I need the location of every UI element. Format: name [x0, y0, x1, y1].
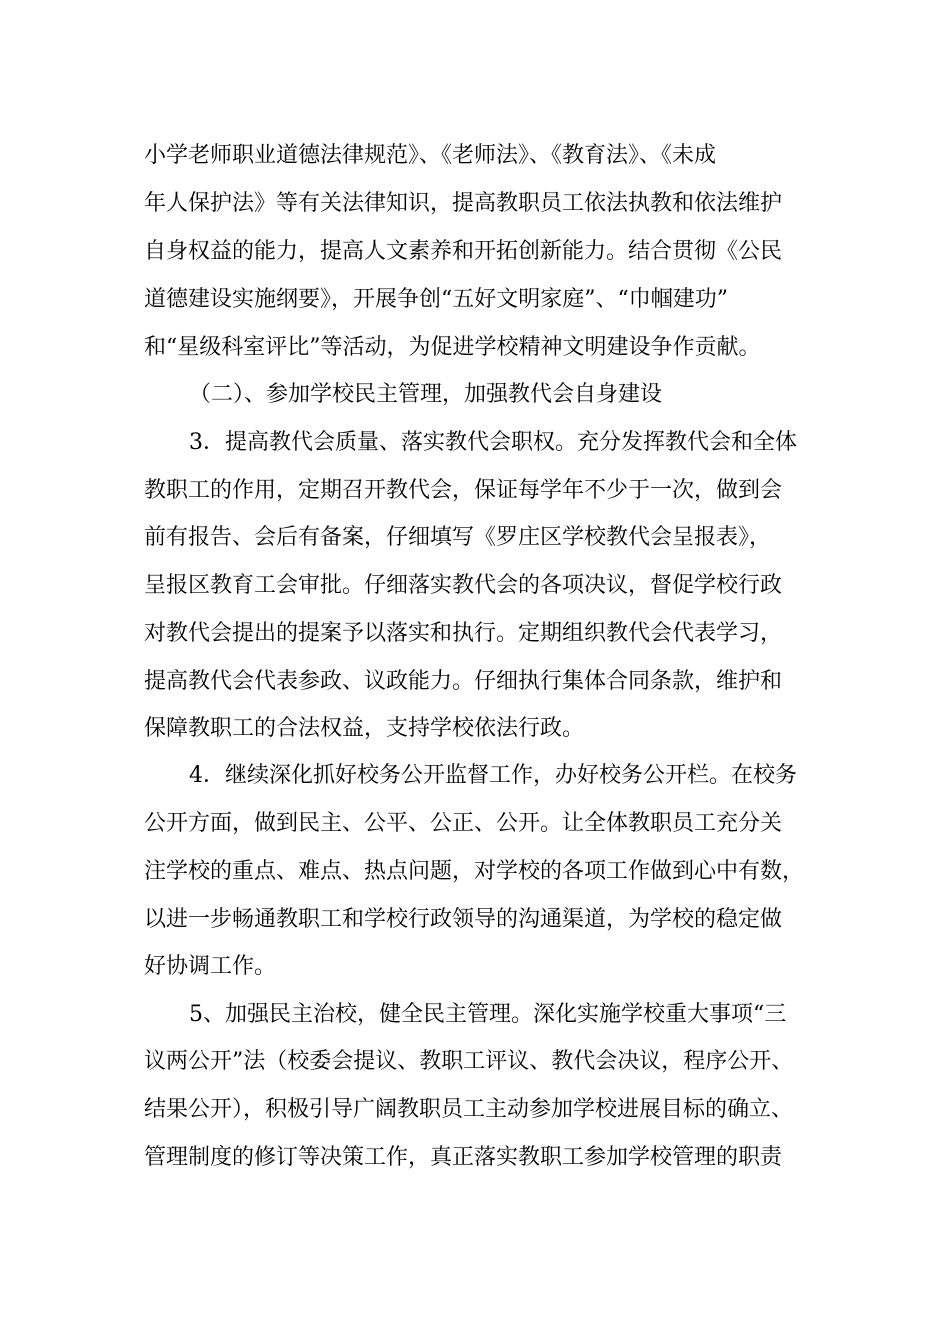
text-line: 3．提高教代会质量、落实教代会职权。充分发挥教代会和全体: [189, 430, 797, 455]
text-line: 管理制度的修订等决策工作，真正落实教职工参加学校管理的职责: [144, 1145, 783, 1170]
text-line: 前有报告、会后有备案，仔细填写《罗庄区学校教代会呈报表》，: [144, 525, 772, 550]
text-line: 对教代会提出的提案予以落实和执行。定期组织教代会代表学习，: [144, 621, 783, 646]
text-line: 小学老师职业道德法律规范》、《老师法》、《教育法》、《未成: [144, 143, 717, 168]
text-line: 提高教代会代表参政、议政能力。仔细执行集体合同条款，维护和: [144, 669, 783, 694]
section-heading: （二）、参加学校民主管理，加强教代会自身建设: [189, 382, 663, 407]
text-line: 和“星级科室评比”等活动，为促进学校精神文明建设争作贡献。: [144, 335, 761, 360]
text-line: 议两公开”法（校委会提议、教职工评议、教代会决议，程序公开、: [144, 1049, 794, 1074]
text-line: 以进一步畅通教职工和学校行政领导的沟通渠道，为学校的稳定做: [144, 907, 783, 932]
text-line: 4．继续深化抓好校务公开监督工作，办好校务公开栏。在校务: [189, 763, 797, 788]
text-line: 道德建设实施纲要》，开展争创“五好文明家庭”、“巾帼建功”: [144, 287, 728, 312]
text-line: 教职工的作用，定期召开教代会，保证每学年不少于一次，做到会: [144, 478, 783, 503]
text-line: 好协调工作。: [144, 954, 277, 979]
text-line: 呈报区教育工会审批。仔细落实教代会的各项决议，督促学校行政: [144, 573, 783, 598]
text-line: 自身权益的能力，提高人文素养和开拓创新能力。结合贯彻《公民: [144, 239, 783, 264]
text-line: 公开方面，做到民主、公平、公正、公开。让全体教职员工充分关: [144, 811, 783, 836]
text-line: 结果公开），积极引导广阔教职员工主动参加学校进展目标的确立、: [144, 1097, 794, 1122]
text-line: 保障教职工的合法权益，支持学校依法行政。: [144, 716, 585, 741]
text-line: 年人保护法》等有关法律知识，提高教职员工依法执教和依法维护: [144, 191, 783, 216]
text-line: 注学校的重点、难点、热点问题，对学校的各项工作做到心中有数，: [144, 859, 805, 884]
text-line: 5、加强民主治校，健全民主管理。深化实施学校重大事项“三: [189, 1002, 787, 1027]
